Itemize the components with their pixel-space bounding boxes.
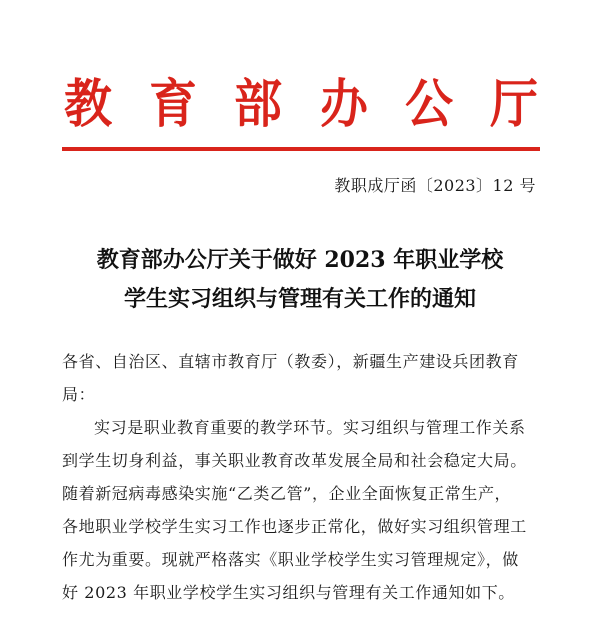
paragraph-line: 各地职业学校学生实习工作也逐步正常化，做好实习组织管理工 <box>62 517 527 536</box>
document-title-line-1: 教育部办公厅关于做好 2023 年职业学校 <box>96 247 504 273</box>
masthead-char: 教 <box>64 74 112 135</box>
addressee-line: 各省、自治区、直辖市教育厅（教委），新疆生产建设兵团教育 <box>62 352 519 371</box>
paragraph-line: 到学生切身利益，事关职业教育改革发展全局和社会稳定大局。 <box>62 451 527 470</box>
paragraph-line: 好 2023 年职业学校学生实习组织与管理有关工作通知如下。 <box>62 583 515 602</box>
paragraph-line: 作尤为重要。现就严格落实《职业学校学生实习管理规定》，做 <box>62 550 519 569</box>
document-title-line-2: 学生实习组织与管理有关工作的通知 <box>123 286 476 312</box>
masthead-title <box>62 70 540 140</box>
addressee-line: 局： <box>62 385 96 404</box>
paragraph-line: 实习是职业教育重要的教学环节。实习组织与管理工作关系 <box>94 418 526 437</box>
addressee <box>62 345 540 411</box>
masthead-char: 公 <box>404 74 453 135</box>
paragraph-line: 随着新冠病毒感染实施“乙类乙管”，企业全面恢复正常生产， <box>62 484 512 503</box>
masthead-divider <box>62 147 540 151</box>
masthead-char: 办 <box>319 74 368 135</box>
document-number: 教职成厅函〔2023〕12 号 <box>334 176 536 195</box>
masthead-char: 部 <box>234 74 283 135</box>
masthead-char: 育 <box>149 74 198 135</box>
body-paragraph <box>62 411 540 609</box>
masthead-char: 厅 <box>490 74 538 135</box>
